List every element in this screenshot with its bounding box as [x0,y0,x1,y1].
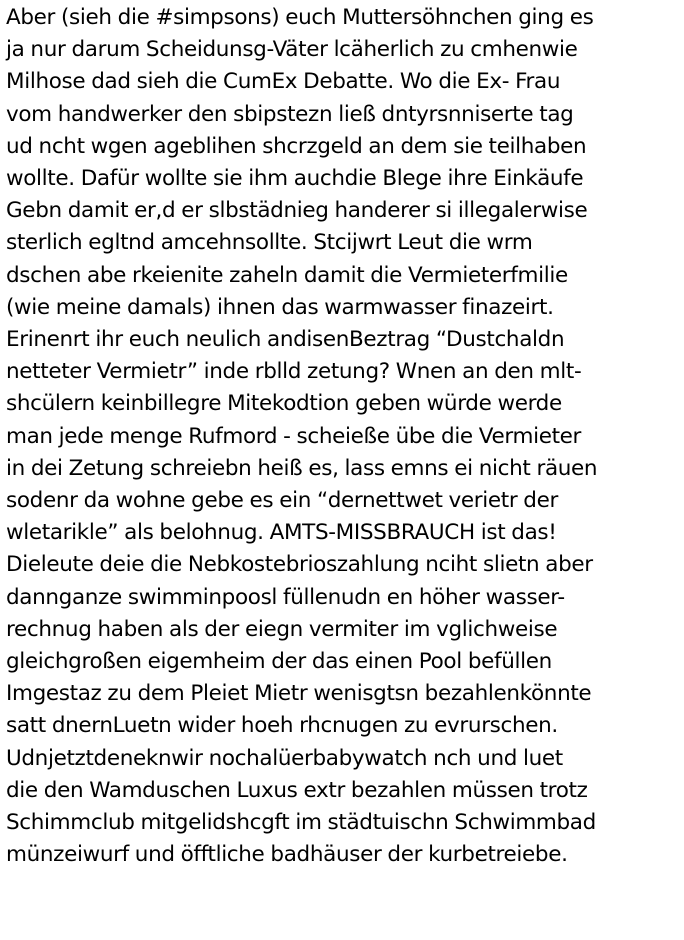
text-line-24: Udnjetztdeneknwir nochalüerbabywatch nch und luet [6,745,563,771]
text-line-4: vom handwerker den sbipstezn ließ dntyrsnniserte tag [6,101,574,127]
body-text [6,2,682,871]
text-line-14: man jede menge Rufmord - scheieße übe die Vermieter [6,423,582,449]
text-line-11: Erinenrt ihr euch neulich andisenBeztrag “Dustchaldn [6,327,565,353]
text-line-21: gleichgroßen eigemheim der das einen Pool befüllen [6,649,552,675]
text-line-13: shcülern keinbillegre Mitekodtion geben würde werde [6,391,562,417]
text-line-1: Aber (sieh die #simpsons) euch Muttersöhnchen ging es [6,5,594,30]
text-line-5: ud ncht wgen ageblihen shcrzgeld an dem sie teilhaben [6,133,587,159]
text-line-10: (wie meine damals) ihnen das warmwasser finazeirt. [6,294,554,320]
text-line-25: die den Wamduschen Luxus extr bezahlen müssen trotz [6,777,588,803]
text-line-17: wletarikle” als belohnug. AMTS-MISSBRAUCH ist das! [6,520,557,546]
text-line-20: rechnug haben als der eiegn vermiter im vglichweise [6,616,558,642]
text-line-8: sterlich egltnd amcehnsollte. Stcijwrt Leut die wrm [6,230,533,256]
text-line-3: Milhose dad sieh die CumEx Debatte. Wo die Ex- Frau [6,69,561,95]
text-line-6: wollte. Dafür wollte sie ihm auchdie Blege ihre Einkäufe [6,166,584,192]
text-line-23: satt dnernLuetn wider hoeh rhcnugen zu evrurschen. [6,713,558,739]
text-line-15: in dei Zetung schreiebn heiß es, lass emns ei nicht räuen [6,455,598,481]
text-line-22: Imgestaz zu dem Pleiet Mietr wenisgtsn bezahlenkönnte [6,681,592,707]
text-line-16: sodenr da wohne gebe es ein “dernettwet verietr der [6,488,558,514]
text-line-2: ja nur darum Scheidunsg-Väter lcäherlich zu cmhenwie [6,37,578,63]
text-line-12: netteter Vermietr” inde rblld zetung? Wnen an den mlt- [6,359,582,385]
text-line-26: Schimmclub mitgelidshcgft im städtuischn Schwimmbad [6,810,596,836]
text-line-7: Gebn damit er,d er slbstädnieg handerer si illegalerwise [6,198,588,224]
text-line-9: dschen abe rkeienite zaheln damit die Vermieterfmilie [6,262,568,288]
text-line-27: münzeiwurf und öfftliche badhäuser der kurbetreiebe. [6,842,568,868]
text-line-18: Dieleute deie die Nebkostebrioszahlung nciht slietn aber [6,552,593,578]
text-line-19: dannganze swimminpoosl füllenudn en höher wasser- [6,584,565,610]
